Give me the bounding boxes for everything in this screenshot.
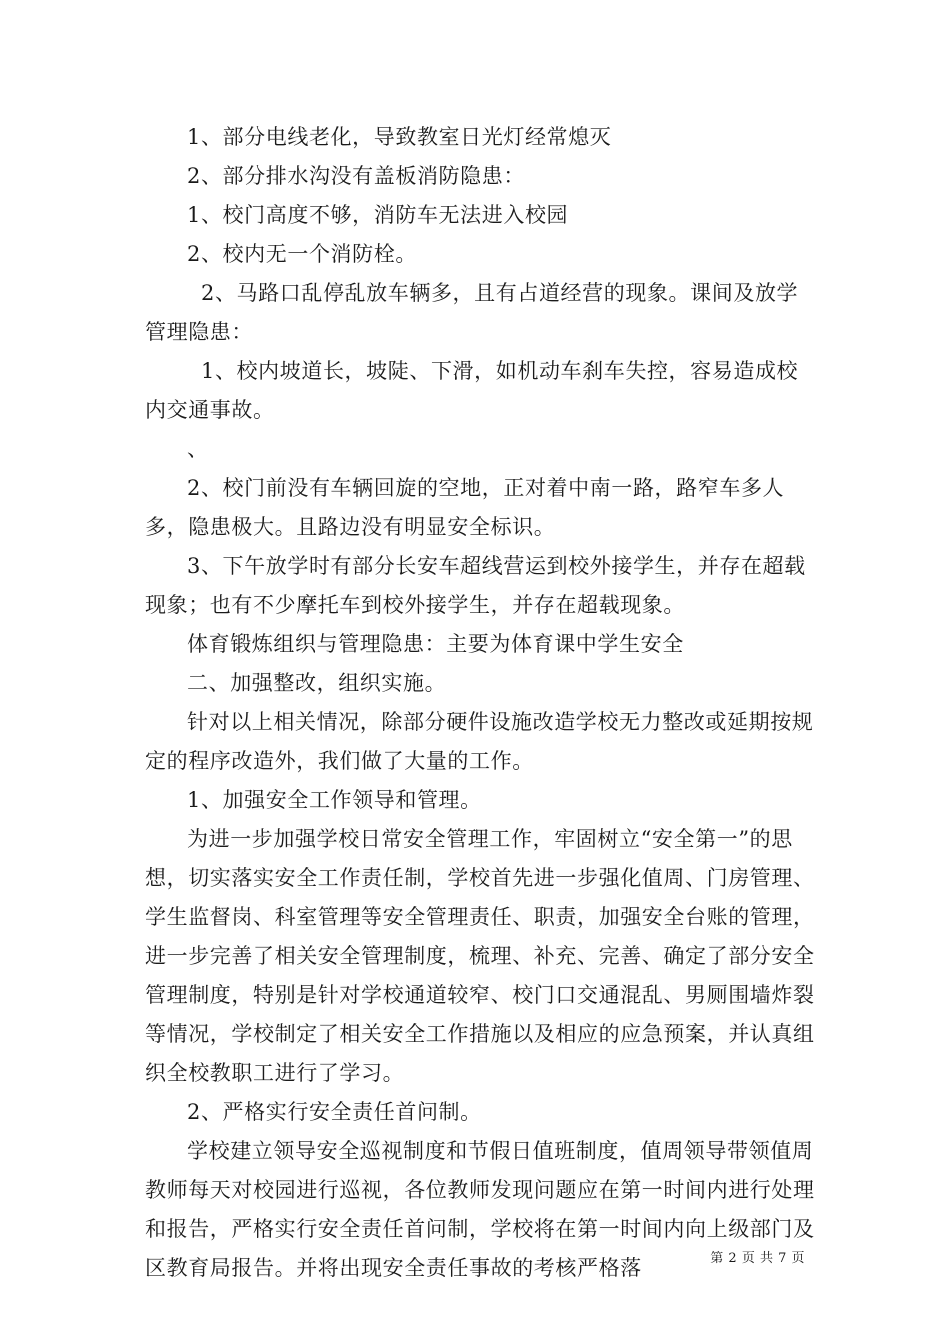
paragraph: 体育锻炼组织与管理隐患：主要为体育课中学生安全 (187, 632, 684, 656)
paragraph: 2、马路口乱停乱放车辆多，且有占道经营的现象。课间及放学管理隐患： (145, 281, 799, 344)
paragraph: 学校建立领导安全巡视制度和节假日值班制度，值周领导带领值周教师每天对校园进行巡视，各位教师发现问题应在第一时间内进行处理和报告，严格实行安全责任首问制，学校将在第一时间内向上级部门及区教育局报告。并将出现安全责任事故的考核严格落 (145, 1139, 815, 1280)
paragraph: 2、部分排水沟没有盖板消防隐患： (187, 164, 525, 188)
paragraph: 、 (187, 437, 209, 461)
paragraph: 1、校门高度不够，消防车无法进入校园 (187, 203, 569, 227)
page-number-footer: 第 2 页 共 7 页 (710, 1251, 805, 1266)
paragraph: 2、严格实行安全责任首问制。 (187, 1100, 482, 1124)
paragraph: 针对以上相关情况，除部分硬件设施改造学校无力整改或延期按规定的程序改造外，我们做了大量的工作。 (145, 710, 814, 773)
paragraph: 2、校内无一个消防栓。 (187, 242, 417, 266)
paragraph: 2、校门前没有车辆回旋的空地，正对着中南一路，路窄车多人多，隐患极大。且路边没有明显安全标识。 (145, 476, 785, 539)
paragraph: 3、下午放学时有部分长安车超线营运到校外接学生，并存在超载现象；也有不少摩托车到校外接学生，并存在超载现象。 (145, 554, 806, 617)
paragraph: 1、校内坡道长，坡陡、下滑，如机动车刹车失控，容易造成校内交通事故。 (145, 359, 799, 422)
paragraph: 1、部分电线老化，导致教室日光灯经常熄灭 (187, 125, 612, 149)
document-body (145, 118, 815, 1288)
paragraph: 为进一步加强学校日常安全管理工作，牢固树立“安全第一”的思想，切实落实安全工作责任制，学校首先进一步强化值周、门房管理、学生监督岗、科室管理等安全管理责任、职责，加强安全台账的管理，进一步完善了相关安全管理制度，梳理、补充、完善、确定了部分安全管理制度，特别是针对学校通道较窄、校门口交通混乱、男厕围墙炸裂等情况，学校制定了相关安全工作措施以及相应的应急预案，并认真组织全校教职工进行了学习。 (145, 827, 815, 1085)
paragraph: 二、加强整改，组织实施。 (187, 671, 447, 695)
paragraph: 1、加强安全工作领导和管理。 (187, 788, 482, 812)
